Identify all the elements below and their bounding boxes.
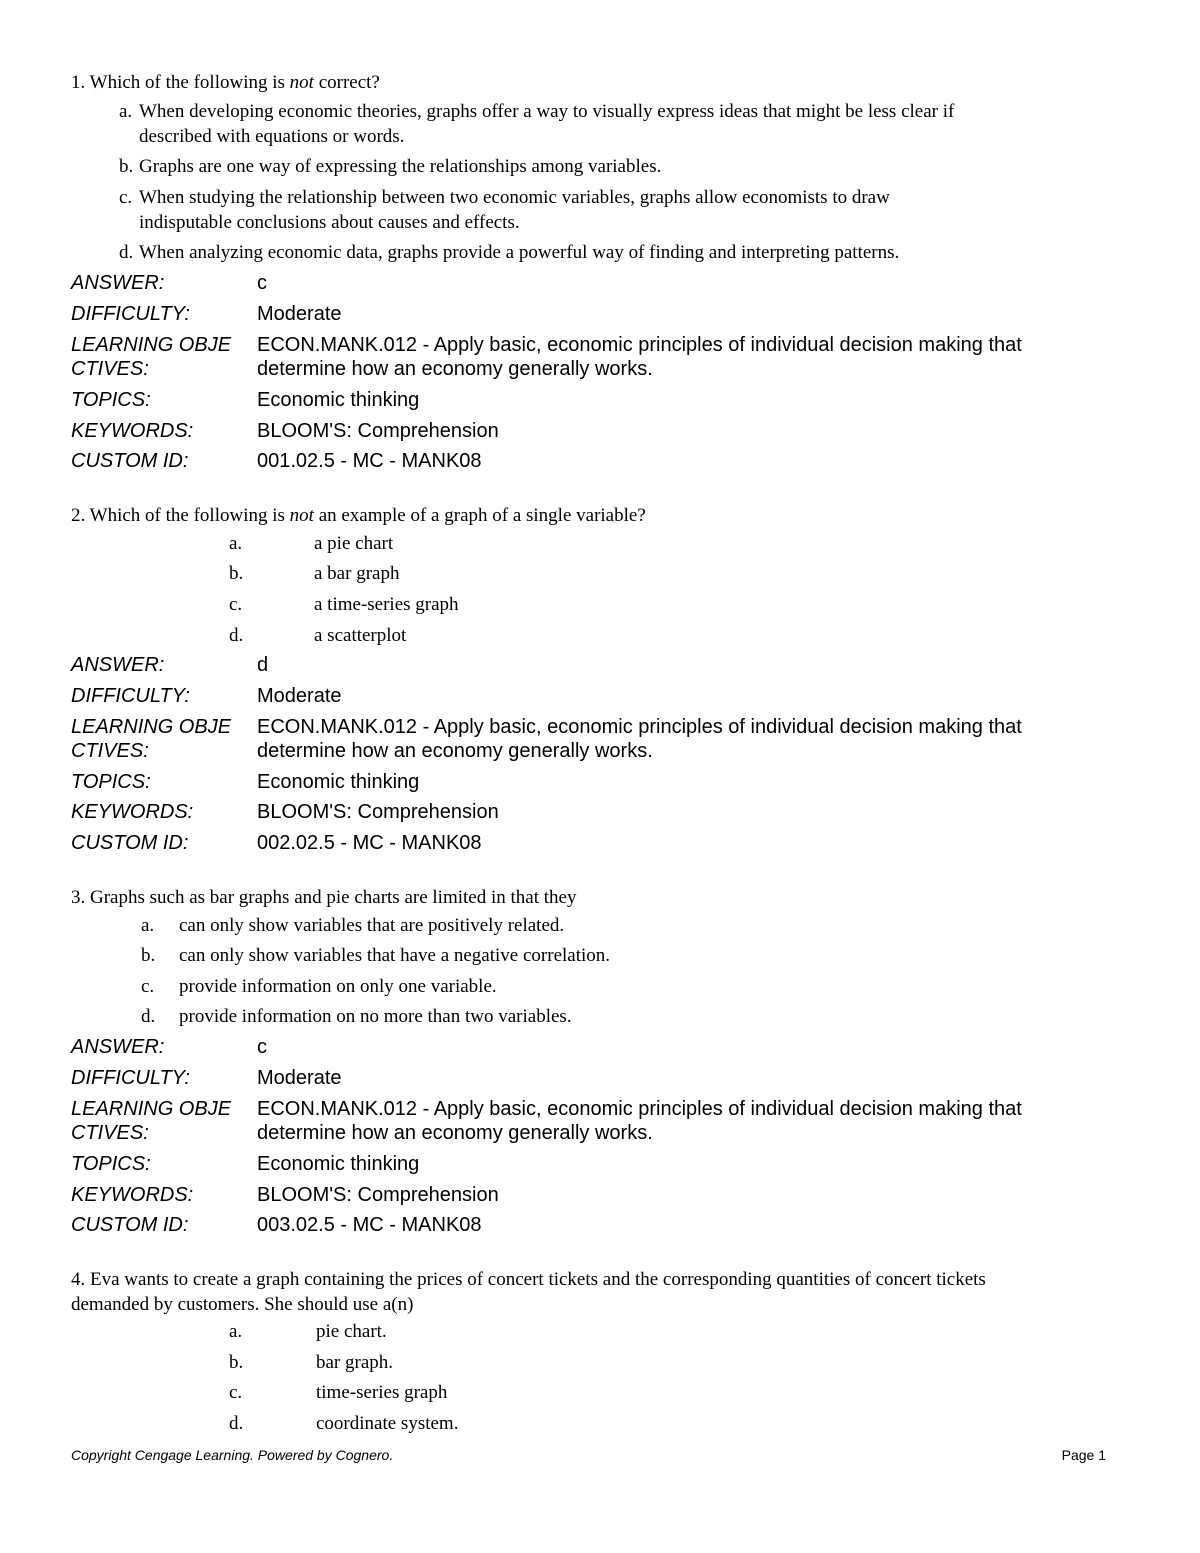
q4-option-a-letter: a. xyxy=(229,1321,243,1342)
topics-label: TOPICS: xyxy=(71,389,151,411)
answer-value: c xyxy=(257,1036,267,1058)
question-4-stem-line2: demanded by customers. She should use a(n) xyxy=(71,1294,414,1315)
answer-label: ANSWER: xyxy=(71,1036,165,1058)
q4-option-c-text: time-series graph xyxy=(316,1382,448,1403)
q2-option-a-letter: a. xyxy=(229,533,243,554)
q3-option-c-letter: c. xyxy=(141,976,155,997)
objectives-value-line2: determine how an economy generally works. xyxy=(257,358,653,380)
answer-label: ANSWER: xyxy=(71,654,165,676)
q3-option-a-text: can only show variables that are positively related. xyxy=(179,915,565,936)
answer-label: ANSWER: xyxy=(71,272,165,294)
question-1-stem xyxy=(71,72,380,94)
topics-value: Economic thinking xyxy=(257,389,420,411)
q1-option-a-letter: a. xyxy=(119,101,133,122)
q3-option-a-letter: a. xyxy=(141,915,155,936)
q4-option-c-letter: c. xyxy=(229,1382,243,1403)
question-2-stem xyxy=(71,505,646,527)
keywords-label: KEYWORDS: xyxy=(71,420,194,442)
q1-option-d-letter: d. xyxy=(119,242,134,263)
objectives-label-line2: CTIVES: xyxy=(71,740,149,762)
question-4-stem-line1: 4. Eva wants to create a graph containing the prices of concert tickets and the corresponding quantities of concert tickets xyxy=(71,1269,986,1290)
keywords-label: KEYWORDS: xyxy=(71,801,194,823)
objectives-label-line1: LEARNING OBJE xyxy=(71,1098,232,1120)
custom-id-value: 002.02.5 - MC - MANK08 xyxy=(257,832,482,854)
question-3-stem: 3. Graphs such as bar graphs and pie charts are limited in that they xyxy=(71,887,577,908)
q2-option-b-letter: b. xyxy=(229,563,244,584)
objectives-label-line1: LEARNING OBJE xyxy=(71,334,232,356)
q2-option-c-letter: c. xyxy=(229,594,243,615)
objectives-value-line1: ECON.MANK.012 - Apply basic, economic principles of individual decision making that xyxy=(257,1098,1022,1120)
q2-option-d-text: a scatterplot xyxy=(314,625,407,646)
stem-text: 1. Which of the following is xyxy=(71,72,290,93)
topics-value: Economic thinking xyxy=(257,771,420,793)
q2-option-a-text: a pie chart xyxy=(314,533,394,554)
q3-option-b-letter: b. xyxy=(141,945,156,966)
objectives-label-line2: CTIVES: xyxy=(71,1122,149,1144)
keywords-value: BLOOM'S: Comprehension xyxy=(257,801,499,823)
stem-emphasis: not xyxy=(289,505,314,526)
keywords-value: BLOOM'S: Comprehension xyxy=(257,420,499,442)
q1-option-c-text-line2: indisputable conclusions about causes and effects. xyxy=(139,212,520,233)
custom-id-label: CUSTOM ID: xyxy=(71,450,189,472)
custom-id-label: CUSTOM ID: xyxy=(71,832,189,854)
answer-value: c xyxy=(257,272,267,294)
keywords-value: BLOOM'S: Comprehension xyxy=(257,1184,499,1206)
q4-option-b-letter: b. xyxy=(229,1352,244,1373)
q1-option-b-letter: b. xyxy=(119,156,134,177)
q4-option-a-text: pie chart. xyxy=(316,1321,387,1342)
difficulty-value: Moderate xyxy=(257,303,342,325)
objectives-value-line1: ECON.MANK.012 - Apply basic, economic principles of individual decision making that xyxy=(257,334,1022,356)
objectives-value-line2: determine how an economy generally works. xyxy=(257,1122,653,1144)
topics-label: TOPICS: xyxy=(71,771,151,793)
q3-option-d-text: provide information on no more than two variables. xyxy=(179,1006,572,1027)
difficulty-label: DIFFICULTY: xyxy=(71,303,190,325)
objectives-value-line1: ECON.MANK.012 - Apply basic, economic principles of individual decision making that xyxy=(257,716,1022,738)
objectives-value-line2: determine how an economy generally works. xyxy=(257,740,653,762)
q1-option-d-text: When analyzing economic data, graphs provide a powerful way of finding and interpreting patterns. xyxy=(139,242,900,263)
difficulty-value: Moderate xyxy=(257,1067,342,1089)
footer-page-number: Page 1 xyxy=(1061,1447,1106,1463)
q1-option-c-letter: c. xyxy=(119,187,133,208)
q4-option-b-text: bar graph. xyxy=(316,1352,394,1373)
stem-emphasis: not xyxy=(289,72,314,93)
footer-copyright: Copyright Cengage Learning. Powered by Cognero. xyxy=(71,1447,394,1463)
custom-id-label: CUSTOM ID: xyxy=(71,1214,189,1236)
stem-text: 2. Which of the following is xyxy=(71,505,290,526)
q1-option-b-text: Graphs are one way of expressing the relationships among variables. xyxy=(139,156,662,177)
q3-option-c-text: provide information on only one variable. xyxy=(179,976,497,997)
answer-value: d xyxy=(257,654,269,676)
q4-option-d-text: coordinate system. xyxy=(316,1413,459,1434)
custom-id-value: 003.02.5 - MC - MANK08 xyxy=(257,1214,482,1236)
q2-option-b-text: a bar graph xyxy=(314,563,400,584)
q3-option-d-letter: d. xyxy=(141,1006,156,1027)
q4-option-d-letter: d. xyxy=(229,1413,244,1434)
q3-option-b-text: can only show variables that have a negative correlation. xyxy=(179,945,611,966)
custom-id-value: 001.02.5 - MC - MANK08 xyxy=(257,450,482,472)
difficulty-label: DIFFICULTY: xyxy=(71,685,190,707)
topics-value: Economic thinking xyxy=(257,1153,420,1175)
difficulty-label: DIFFICULTY: xyxy=(71,1067,190,1089)
q1-option-c-text-line1: When studying the relationship between two economic variables, graphs allow economists to draw xyxy=(139,187,890,208)
stem-text: an example of a graph of a single variable? xyxy=(313,505,646,526)
objectives-label-line1: LEARNING OBJE xyxy=(71,716,232,738)
q2-option-d-letter: d. xyxy=(229,625,244,646)
difficulty-value: Moderate xyxy=(257,685,342,707)
keywords-label: KEYWORDS: xyxy=(71,1184,194,1206)
stem-text: correct? xyxy=(313,72,380,93)
q1-option-a-text-line2: described with equations or words. xyxy=(139,126,405,147)
topics-label: TOPICS: xyxy=(71,1153,151,1175)
objectives-label-line2: CTIVES: xyxy=(71,358,149,380)
q2-option-c-text: a time-series graph xyxy=(314,594,459,615)
q1-option-a-text-line1: When developing economic theories, graphs offer a way to visually express ideas that might be less clear if xyxy=(139,101,955,122)
